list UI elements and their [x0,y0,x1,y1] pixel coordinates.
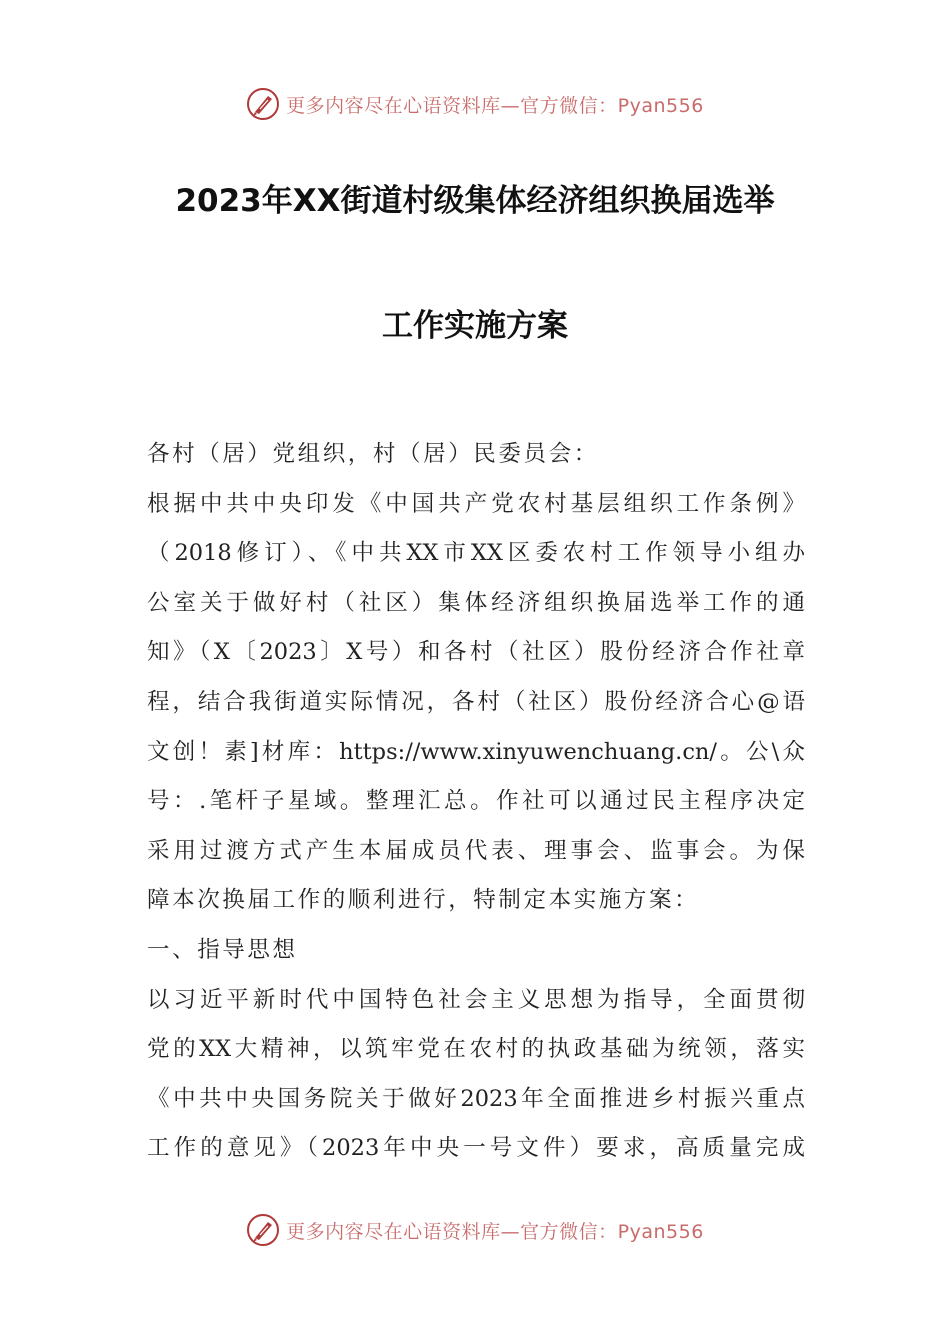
header-banner-text: 更多内容尽在心语资料库—官方微信：Pyan556 [286,94,704,117]
header-banner [0,84,950,124]
body-line: 采用过渡方式产生本届成员代表、理事会、监事会。为保 [147,837,805,864]
document-title-line-1: 2023年XX街道村级集体经济组织换届选举 [175,183,775,219]
body-line: 工作的意见》（2023年中央一号文件）要求，高质量完成 [147,1135,805,1162]
body-line: 以习近平新时代中国特色社会主义思想为指导，全面贯彻 [147,986,805,1013]
footer-banner-text: 更多内容尽在心语资料库—官方微信：Pyan556 [286,1220,704,1243]
body-line: 公室关于做好村（社区）集体经济组织换届选举工作的通 [147,589,805,616]
section-heading: 一、指导思想 [147,936,298,963]
body-line: 党的XX大精神，以筑牢党在农村的执政基础为统领，落实 [147,1036,805,1063]
quill-pen-logo-icon [246,1213,280,1247]
body-line: 各村（居）党组织，村（居）民委员会： [147,441,599,467]
document-body [147,430,805,1174]
body-line: 程，结合我街道实际情况，各村（社区）股份经济合心@语 [147,688,805,715]
body-line: 文创！素]材库：https://www.xinyuwenchuang.cn/。公\众 [147,738,805,765]
body-line: 知》（X〔2023〕X号）和各村（社区）股份经济合作社章 [147,639,805,666]
body-line: 号：.笔杆子星域。整理汇总。作社可以通过民主程序决定 [147,788,805,815]
body-line: 障本次换届工作的顺利进行，特制定本实施方案： [147,887,700,914]
body-line: （2018修订）、《中共XX市XX区委农村工作领导小组办 [147,540,805,567]
document-title-line-2: 工作实施方案 [382,308,568,344]
quill-pen-logo-icon [246,87,280,121]
body-line: 《中共中央国务院关于做好2023年全面推进乡村振兴重点 [147,1085,805,1112]
body-line: 根据中共中央印发《中国共产党农村基层组织工作条例》 [147,490,805,517]
footer-banner [0,1210,950,1250]
